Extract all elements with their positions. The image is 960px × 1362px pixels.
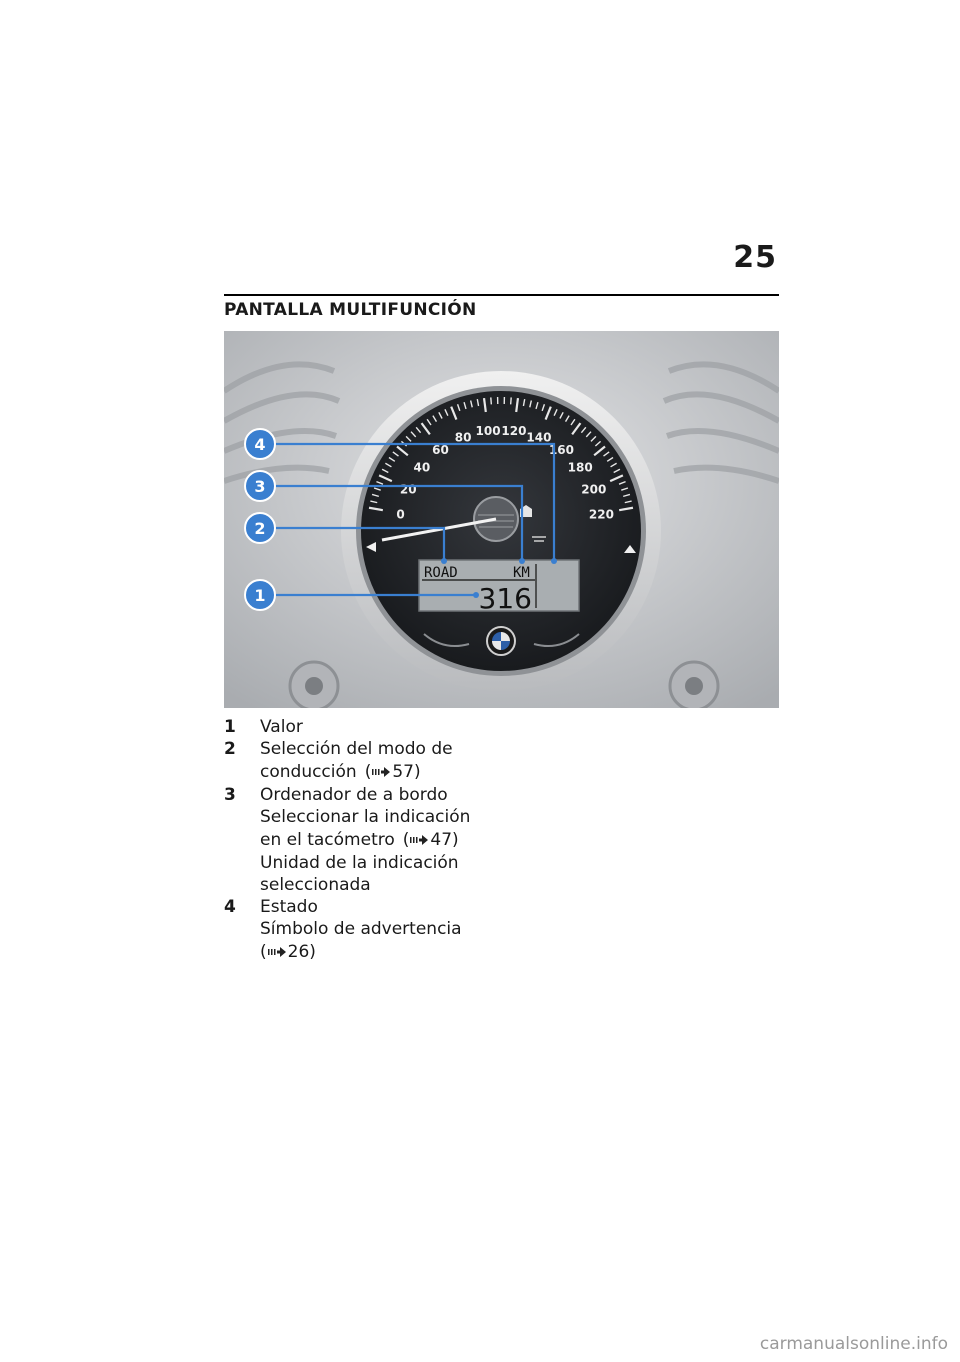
legend-line: [260, 852, 484, 874]
legend-line-text: en el tacómetro: [260, 830, 395, 850]
speed-label: 220: [588, 507, 614, 522]
reference-arrow-icon: [410, 835, 428, 845]
speed-label: 200: [581, 482, 607, 497]
speed-label: 80: [454, 430, 472, 445]
legend-item: [224, 784, 484, 896]
legend-text: [260, 896, 484, 964]
svg-text:2: 2: [254, 519, 266, 538]
speed-label: 0: [396, 507, 405, 522]
legend-item: [224, 716, 484, 738]
legend-text: [260, 738, 484, 784]
speed-label: 60: [432, 442, 449, 457]
legend-line: [260, 806, 484, 828]
legend-line: [260, 918, 484, 940]
page-reference[interactable]: ( 26): [260, 942, 316, 962]
legend-line: [260, 738, 484, 760]
legend-line-text: seleccionada: [260, 875, 371, 895]
title-rule: [224, 294, 779, 296]
legend-number: 2: [224, 739, 236, 759]
legend-line: [260, 760, 484, 784]
legend-line-text: Ordenador de a bordo: [260, 785, 448, 805]
legend-line-text: Selección del modo de: [260, 739, 453, 759]
speed-label: 100: [475, 423, 501, 438]
legend-line: [260, 784, 484, 806]
minor-tick: [491, 397, 492, 404]
page-reference-number: 57): [392, 762, 421, 782]
callout-badge-4: [245, 429, 275, 459]
legend-item: [224, 896, 484, 964]
page-reference-number: 26): [287, 942, 316, 962]
section-title: PANTALLA MULTIFUNCIÓN: [224, 300, 477, 320]
page-reference[interactable]: ( 57): [364, 762, 421, 782]
legend-line: [260, 716, 484, 738]
legend-line: [260, 940, 484, 964]
legend-line-text: Valor: [260, 717, 303, 737]
bolt-right: [670, 662, 718, 708]
callout-badge-1: [245, 580, 275, 610]
page-reference[interactable]: ( 47): [402, 830, 459, 850]
legend-text: [260, 716, 484, 738]
legend-item: [224, 738, 484, 784]
dashboard-figure: [224, 331, 779, 708]
legend-line: [260, 874, 484, 896]
speed-label: 20: [399, 482, 417, 497]
watermark: carmanualsonline.info: [759, 1334, 948, 1354]
speed-label: 180: [567, 460, 593, 475]
reference-arrow-icon: [372, 767, 390, 777]
bmw-logo: [487, 627, 515, 655]
svg-text:4: 4: [254, 435, 266, 454]
page-number: 25: [733, 240, 777, 275]
legend-number: 1: [224, 717, 236, 737]
svg-text:3: 3: [254, 477, 266, 496]
speed-label: 140: [526, 430, 552, 445]
speed-label: 40: [413, 460, 431, 475]
callout-badge-3: [245, 471, 275, 501]
speed-label: 120: [501, 423, 527, 438]
page-reference-number: 47): [430, 830, 459, 850]
legend-line-text: Estado: [260, 897, 318, 917]
dashboard-illustration: [224, 331, 779, 708]
legend-line-text: Unidad de la indicación: [260, 853, 459, 873]
legend-number: 3: [224, 785, 236, 805]
lcd-value: 316: [478, 582, 532, 615]
legend-line: [260, 828, 484, 852]
lcd-unit-label: KM: [513, 565, 530, 581]
legend-number: 4: [224, 897, 236, 917]
minor-tick: [511, 397, 512, 404]
lcd-mode-label: ROAD: [424, 565, 458, 581]
speed-label: 160: [548, 442, 575, 457]
legend-list: [224, 716, 484, 964]
bolt-left: [290, 662, 338, 708]
callout-badge-2: [245, 513, 275, 543]
legend-text: [260, 784, 484, 896]
legend-line-text: Seleccionar la indicación: [260, 807, 471, 827]
legend-line-text: conducción: [260, 762, 357, 782]
reference-arrow-icon: [268, 947, 286, 957]
svg-text:1: 1: [254, 586, 266, 605]
legend-line-text: Símbolo de advertencia: [260, 919, 462, 939]
legend-line: [260, 896, 484, 918]
